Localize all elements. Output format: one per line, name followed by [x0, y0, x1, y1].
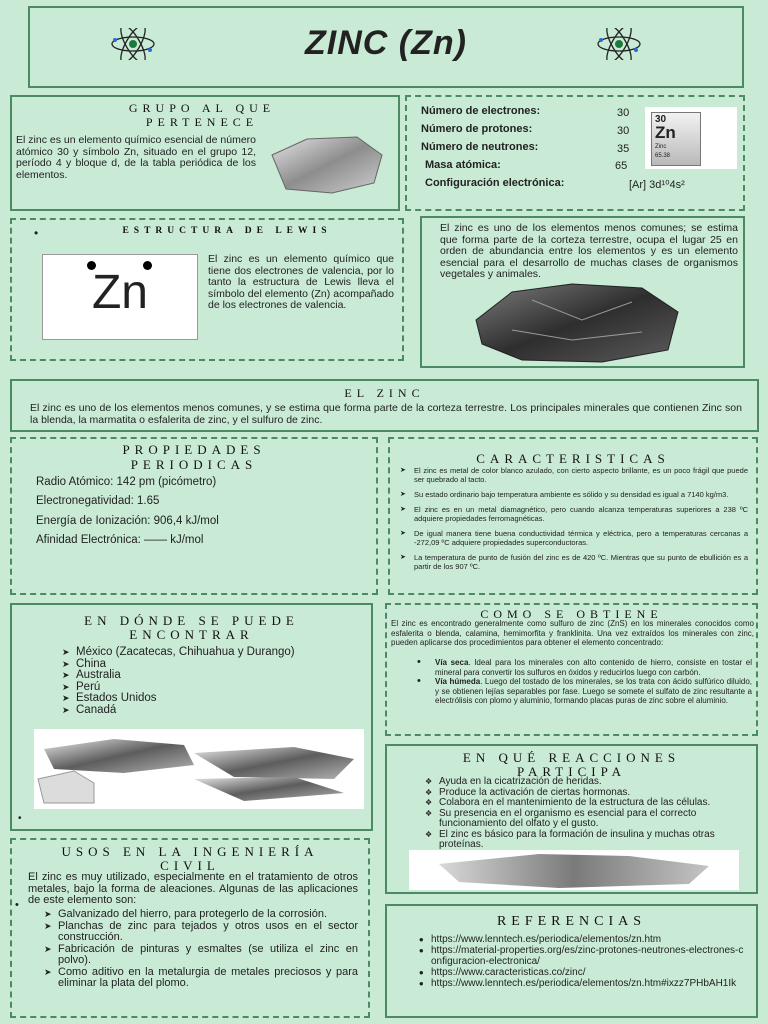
referencia-link[interactable]: • https://www.lenntech.es/periodica/elementos/zn.htm	[415, 934, 745, 945]
info-label: Número de electrones:	[421, 105, 541, 117]
uso-item: ➤ Galvanizado del hierro, para protegerlo de la corrosión.	[42, 909, 358, 921]
propiedad-item: Afinidad Electrónica: —— kJ/mol	[36, 534, 204, 546]
elzinc-title: EL ZINC	[344, 386, 425, 400]
corteza-text: El zinc es uno de los elementos menos comunes; se estima que forma parte de la corteza terrestre, ocupa el lugar 25 en orden de abundancia entre los elementos y es un elemento esencial para el desarrollo de muchas clases de organismos vegetales y animales.	[440, 222, 738, 280]
caracteristica-item: ➤ La temperatura de punto de fusión del zinc es de 420 ºC. Mientras que su punto de ebullición es a partir de los 907 ºC.	[400, 553, 748, 571]
tile-symbol: Zn	[655, 123, 676, 142]
info-label: Número de neutrones:	[421, 141, 539, 153]
info-value: [Ar] 3d¹⁰4s²	[629, 179, 685, 191]
caracteristica-item: ➤ Su estado ordinario bajo temperatura ambiente es sólido y su densidad es igual a 7140 kg/m3.	[400, 490, 748, 499]
propiedades-title-2: PERIODICAS	[130, 457, 258, 472]
reaccion-item: ❖ Produce la activación de ciertas hormonas.	[423, 788, 743, 799]
usos-bullet: •	[15, 899, 19, 911]
usos-section	[10, 838, 370, 1018]
zinc-sheet-image	[409, 850, 739, 890]
info-label: Configuración electrónica:	[425, 177, 565, 189]
usos-title-2: CIVIL	[160, 858, 220, 873]
donde-bullet: •	[18, 813, 22, 824]
lewis-bullet: •	[34, 226, 39, 240]
obtiene-item: • Vía húmeda. Luego del tostado de los minerales, se los trata con ácido sulfúrico diluido, y se obtienen lejías separables por fase. Luego se somete el sulfato de zinc resultante a electrólisis con plomo y aluminio, formando placas puras de zinc sobre el aluminio.	[417, 675, 752, 705]
propiedad-item: Electronegatividad: 1.65	[36, 495, 160, 507]
tile-number: 30	[655, 114, 667, 125]
caracteristicas-title: CARACTERISTICAS	[476, 451, 670, 466]
grupo-section	[10, 95, 400, 211]
atom-icon	[596, 28, 642, 60]
obtiene-list	[417, 658, 752, 706]
info-value: 65	[615, 160, 628, 172]
lewis-text: El zinc es un elemento químico que tiene dos electrones de valencia, por lo tanto la estructura de Lewis lleva el símbolo del elemento (Zn) acompañado de los electrones de valencia.	[208, 253, 394, 311]
tile-mass: 65.38	[655, 153, 671, 159]
zinc-crystals-image	[34, 729, 364, 809]
donde-item: ➤ China	[60, 659, 310, 671]
donde-item: ➤ Australia	[60, 670, 310, 682]
reaccion-item: ❖ Colabora en el mantenimiento de la estructura de las células.	[423, 798, 743, 809]
caracteristica-item: ➤ De igual manera tiene buena conductividad térmica y eléctrica, pero a temperaturas cercanas a -272,09 ºC adquiere propiedades superconductoras.	[400, 529, 748, 547]
propiedades-title: PROPIEDADES	[122, 442, 266, 457]
uso-item: ➤ Fabricación de pinturas y esmaltes (se utiliza el zinc en polvo).	[42, 944, 358, 967]
caracteristica-item: ➤ El zinc es en un metal diamagnético, pero cuando alcanza temperaturas superiores a 238 ºC adquiere propiedades ferromagnéticas.	[400, 505, 748, 523]
donde-title: EN DÓNDE SE PUEDE	[84, 613, 299, 628]
grupo-title: GRUPO AL QUE PERTENECE	[128, 101, 276, 129]
obtiene-title: COMO SE OBTIENE	[480, 607, 663, 621]
info-value: 30	[617, 107, 630, 119]
lewis-title: ESTRUCTURA DE LEWIS	[122, 226, 332, 236]
usos-intro: El zinc es muy utilizado, especialmente en el tratamiento de otros metales, bajo la forma de aleaciones. Algunas de las aplicaciones de este elemento son:	[28, 871, 358, 906]
element-tile	[645, 107, 737, 169]
info-label: Número de protones:	[421, 123, 533, 135]
caracteristica-item: ➤ El zinc es metal de color blanco azulado, con cierto aspecto brillante, es un poco frágil que puede ser quebrado al tacto.	[400, 466, 748, 484]
usos-title: USOS EN LA INGENIERÍA	[61, 844, 319, 859]
obtiene-term: Vía húmeda	[435, 677, 481, 686]
reacciones-list	[423, 777, 743, 851]
info-value: 30	[617, 125, 630, 137]
reaccion-item: ❖ Ayuda en la cicatrización de heridas.	[423, 777, 743, 788]
donde-item: ➤ Canadá	[60, 705, 310, 717]
referencias-title: REFERENCIAS	[496, 914, 647, 929]
lewis-section	[10, 218, 404, 361]
reaccion-item: ❖ Su presencia en el organismo es esencial para el correcto funcionamiento del olfato y el gusto.	[423, 809, 743, 830]
grupo-text: El zinc es un elemento químico esencial de número atómico 30 y símbolo Zn, situado en el grupo 12, período 4 y bloque d, de la tabla periódica de los elementos.	[16, 134, 256, 181]
lewis-symbol: Zn	[91, 266, 148, 319]
info-value: 35	[617, 143, 630, 155]
zinc-ore-image	[472, 280, 682, 366]
obtiene-intro: El zinc es encontrado generalmente como sulfuro de zinc (ZnS) en los minerales conocidos como esfalerita o blenda, calamina, hemimorfita y franklinita. Una vez extraídos los minerales con zinc, pueden aplicarse dos procedimientos para obtener el elemento concentrado:	[391, 619, 754, 647]
page-title: ZINC (Zn)	[305, 24, 467, 62]
lewis-diagram	[42, 254, 198, 340]
reacciones-section	[385, 744, 758, 894]
propiedades-section	[10, 437, 378, 595]
zinc-nugget-image	[262, 133, 390, 197]
propiedad-item: Energía de Ionización: 906,4 kJ/mol	[36, 515, 219, 527]
propiedad-item: Radio Atómico: 142 pm (picómetro)	[36, 476, 217, 488]
usos-list	[42, 909, 358, 990]
reaccion-item: ❖ El zinc es básico para la formación de insulina y muchas otras proteínas.	[423, 830, 743, 851]
obtiene-desc: . Ideal para los minerales con alto contenido de hierro, consiste en tostar el mineral para convertir los sulfuros en óxidos y reducirlos luego con carbón.	[435, 658, 752, 677]
donde-item: ➤ Perú	[60, 682, 310, 694]
donde-title-2: ENCONTRAR	[129, 627, 254, 642]
donde-list	[60, 647, 310, 716]
referencia-link[interactable]: • https://www.caracteristicas.co/zinc/	[415, 967, 745, 978]
caracteristicas-list	[400, 466, 748, 577]
referencia-link[interactable]: • https://material-properties.org/es/zinc-protones-neutrones-electrones-configuracion-electronica/	[415, 945, 745, 967]
uso-item: ➤ Planchas de zinc para tejados y otros usos en el sector construcción.	[42, 921, 358, 944]
elzinc-text: El zinc es uno de los elementos menos comunes, y se estima que forma parte de la corteza terrestre. Los principales minerales que contienen Zinc son la blenda, la marmatita o esfalerita de zinc, y el sulfuro de zinc.	[30, 402, 742, 426]
referencias-section	[385, 904, 758, 1018]
info-section	[405, 95, 745, 211]
referencia-link[interactable]: • https://www.lenntech.es/periodica/elementos/zn.htm#ixzz7PHbAH1Ik	[415, 978, 745, 989]
obtiene-desc: . Luego del tostado de los minerales, se los trata con ácido sulfúrico diluido, y se obtienen lejías separables por fase. Luego se somete el sulfato de zinc resultante a electrólisis con plomo y aluminio, formando placas puras de zinc sobre el aluminio.	[435, 677, 752, 705]
caracteristicas-section	[388, 437, 758, 595]
uso-item: ➤ Como aditivo en la metalurgia de metales preciosos y para eliminar la plata del plomo.	[42, 967, 358, 990]
donde-item: ➤ Estados Unidos	[60, 693, 310, 705]
reacciones-title-2: PARTICIPA	[516, 764, 626, 779]
obtiene-term: Vía seca	[435, 658, 469, 667]
title-box	[28, 6, 744, 88]
donde-item: ➤ México (Zacatecas, Chihuahua y Durango)	[60, 647, 310, 659]
elzinc-section	[10, 379, 759, 432]
obtiene-section	[385, 603, 758, 736]
donde-section	[10, 603, 373, 831]
corteza-section	[420, 216, 745, 368]
referencias-list	[415, 934, 745, 989]
reacciones-title: EN QUÉ REACCIONES	[462, 750, 681, 765]
obtiene-item: • Vía seca. Ideal para los minerales con alto contenido de hierro, consiste en tostar el mineral para convertir los sulfuros en óxidos y reducirlos luego con carbón.	[417, 656, 752, 677]
tile-name: Zinc	[655, 144, 667, 150]
info-label: Masa atómica:	[425, 159, 501, 171]
